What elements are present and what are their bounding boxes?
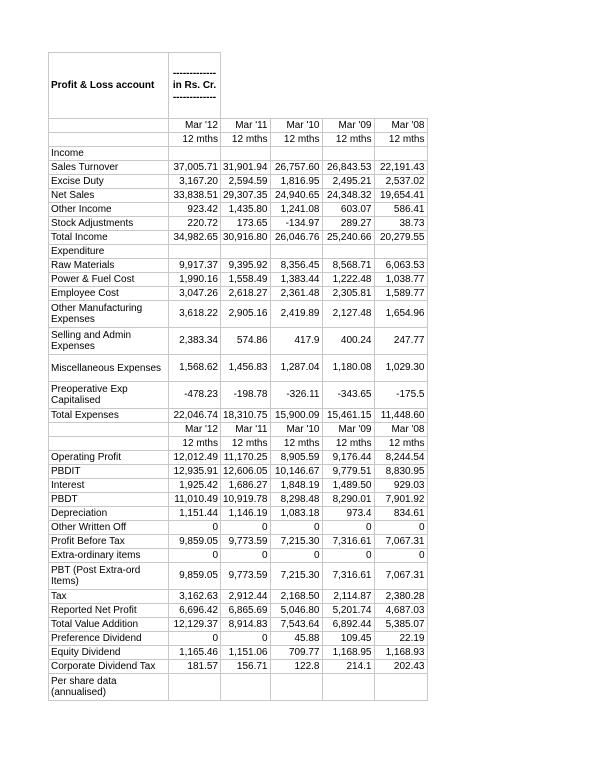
row-label: Excise Duty [49,175,169,189]
unit-label: ------------- in Rs. Cr. ------------- [169,53,221,119]
table-row [49,604,428,618]
row-label: Tax [49,590,169,604]
value-cell: 2,537.02 [374,175,427,189]
value-cell: -343.65 [322,382,374,409]
value-cell: 0 [221,549,271,563]
value-cell: 2,361.48 [270,287,322,301]
table-row [49,521,428,535]
value-cell: 417.9 [270,328,322,355]
value-cell [169,674,221,701]
value-cell: 9,917.37 [169,259,221,273]
value-cell: 3,162.63 [169,590,221,604]
table-title: Profit & Loss account [49,53,169,119]
row-label: Income [49,147,169,161]
value-cell: -478.23 [169,382,221,409]
value-cell: 923.42 [169,203,221,217]
value-cell: 4,687.03 [374,604,427,618]
column-header: Mar '12 [169,119,221,133]
row-label: Selling and Admin Expenses [49,328,169,355]
row-label: Total Value Addition [49,618,169,632]
value-cell: 1,589.77 [374,287,427,301]
value-cell: 7,316.61 [322,563,374,590]
table-row [49,273,428,287]
value-cell: 2,383.34 [169,328,221,355]
row-label: Net Sales [49,189,169,203]
value-cell: 2,380.28 [374,590,427,604]
column-header: Mar '10 [270,423,322,437]
table-row [49,409,428,423]
column-header: 12 mths [221,437,271,451]
value-cell: 3,167.20 [169,175,221,189]
value-cell: 2,495.21 [322,175,374,189]
value-cell: 34,982.65 [169,231,221,245]
table-row [49,493,428,507]
value-cell [270,245,322,259]
row-label: Other Income [49,203,169,217]
row-label: Expenditure [49,245,169,259]
value-cell: -175.5 [374,382,427,409]
value-cell: 12,012.49 [169,451,221,465]
value-cell: 8,568.71 [322,259,374,273]
value-cell: 1,489.50 [322,479,374,493]
value-cell: 122.8 [270,660,322,674]
value-cell: 109.45 [322,632,374,646]
row-label: Profit Before Tax [49,535,169,549]
value-cell: 45.88 [270,632,322,646]
value-cell: 26,843.53 [322,161,374,175]
value-cell [322,245,374,259]
value-cell: 25,240.66 [322,231,374,245]
value-cell: 1,990.16 [169,273,221,287]
profit-loss-table [48,52,428,701]
value-cell: 0 [270,549,322,563]
value-cell: 30,916.80 [221,231,271,245]
value-cell: 1,029.30 [374,355,427,382]
title-row [49,53,428,119]
value-cell: 8,244.54 [374,451,427,465]
value-cell: 19,654.41 [374,189,427,203]
value-cell: 9,779.51 [322,465,374,479]
row-label: Other Manufacturing Expenses [49,301,169,328]
value-cell: 3,618.22 [169,301,221,328]
row-label: Total Income [49,231,169,245]
row-label: PBDT [49,493,169,507]
value-cell: 0 [322,549,374,563]
column-header: 12 mths [270,437,322,451]
value-cell: 289.27 [322,217,374,231]
value-cell: 1,222.48 [322,273,374,287]
value-cell: 31,901.94 [221,161,271,175]
value-cell: 9,395.92 [221,259,271,273]
value-cell: 29,307.35 [221,189,271,203]
value-cell: 574.86 [221,328,271,355]
value-cell: 0 [374,521,427,535]
value-cell: 8,356.45 [270,259,322,273]
table-row [49,660,428,674]
value-cell: 2,114.87 [322,590,374,604]
table-row [49,161,428,175]
value-cell: 1,686.27 [221,479,271,493]
value-cell: 1,654.96 [374,301,427,328]
value-cell: 9,176.44 [322,451,374,465]
header-row [49,423,428,437]
value-cell: 8,914.83 [221,618,271,632]
value-cell: 5,046.80 [270,604,322,618]
row-label: Preoperative Exp Capitalised [49,382,169,409]
value-cell: 929.03 [374,479,427,493]
row-label: Operating Profit [49,451,169,465]
table-row [49,507,428,521]
blank-cell [270,53,322,119]
value-cell: 24,348.32 [322,189,374,203]
value-cell: 2,594.59 [221,175,271,189]
value-cell: 8,298.48 [270,493,322,507]
row-label [49,423,169,437]
row-label [49,119,169,133]
value-cell: 709.77 [270,646,322,660]
value-cell: 9,859.05 [169,563,221,590]
value-cell: 0 [270,521,322,535]
value-cell [374,245,427,259]
value-cell: 156.71 [221,660,271,674]
value-cell: 22,191.43 [374,161,427,175]
column-header: 12 mths [270,133,322,147]
value-cell: 11,010.49 [169,493,221,507]
value-cell: 0 [169,632,221,646]
value-cell: 18,310.75 [221,409,271,423]
value-cell: 22,046.74 [169,409,221,423]
value-cell: 1,558.49 [221,273,271,287]
row-label: Other Written Off [49,521,169,535]
value-cell: 1,925.42 [169,479,221,493]
value-cell: 8,290.01 [322,493,374,507]
table-row [49,189,428,203]
value-cell: 586.41 [374,203,427,217]
value-cell: 20,279.55 [374,231,427,245]
value-cell: 1,568.62 [169,355,221,382]
table-row [49,465,428,479]
value-cell: 9,773.59 [221,535,271,549]
value-cell: 1,241.08 [270,203,322,217]
value-cell: 9,859.05 [169,535,221,549]
value-cell: 2,419.89 [270,301,322,328]
value-cell: 0 [374,549,427,563]
value-cell: 2,905.16 [221,301,271,328]
value-cell: 24,940.65 [270,189,322,203]
row-label: Miscellaneous Expenses [49,355,169,382]
row-label: Extra-ordinary items [49,549,169,563]
column-header: Mar '10 [270,119,322,133]
column-header: Mar '08 [374,423,427,437]
header-row [49,133,428,147]
table-row [49,535,428,549]
value-cell [270,674,322,701]
table-row [49,646,428,660]
row-label: Reported Net Profit [49,604,169,618]
value-cell: 0 [169,521,221,535]
value-cell: 2,305.81 [322,287,374,301]
row-label [49,437,169,451]
value-cell: 220.72 [169,217,221,231]
value-cell [374,674,427,701]
column-header: 12 mths [322,437,374,451]
value-cell: 3,047.26 [169,287,221,301]
row-label: PBT (Post Extra-ord Items) [49,563,169,590]
value-cell: 1,146.19 [221,507,271,521]
row-label: Corporate Dividend Tax [49,660,169,674]
value-cell: 1,848.19 [270,479,322,493]
value-cell: 0 [322,521,374,535]
blank-cell [221,53,271,119]
value-cell: 6,063.53 [374,259,427,273]
column-header: 12 mths [169,437,221,451]
value-cell: 0 [169,549,221,563]
value-cell: 26,757.60 [270,161,322,175]
value-cell: 2,168.50 [270,590,322,604]
value-cell: -326.11 [270,382,322,409]
table-row [49,217,428,231]
column-header: 12 mths [169,133,221,147]
table-row [49,301,428,328]
value-cell: 15,461.15 [322,409,374,423]
value-cell: 10,146.67 [270,465,322,479]
column-header: Mar '09 [322,423,374,437]
table-row [49,563,428,590]
value-cell: 202.43 [374,660,427,674]
table-row [49,328,428,355]
table-row [49,287,428,301]
value-cell: 1,287.04 [270,355,322,382]
table-row [49,549,428,563]
value-cell: 7,067.31 [374,563,427,590]
blank-cell [374,53,427,119]
row-label: PBDIT [49,465,169,479]
table-row [49,674,428,701]
value-cell: 214.1 [322,660,374,674]
value-cell [322,674,374,701]
column-header: Mar '12 [169,423,221,437]
column-header: Mar '11 [221,119,271,133]
value-cell: 6,892.44 [322,618,374,632]
value-cell: 1,383.44 [270,273,322,287]
value-cell: 0 [221,632,271,646]
value-cell: 7,215.30 [270,563,322,590]
value-cell: 7,316.61 [322,535,374,549]
column-header: Mar '09 [322,119,374,133]
value-cell: 1,151.06 [221,646,271,660]
value-cell: 1,038.77 [374,273,427,287]
value-cell: 400.24 [322,328,374,355]
value-cell [169,245,221,259]
value-cell [169,147,221,161]
value-cell: 7,067.31 [374,535,427,549]
row-label: Per share data (annualised) [49,674,169,701]
row-label: Depreciation [49,507,169,521]
value-cell: 1,456.83 [221,355,271,382]
value-cell: 1,435.80 [221,203,271,217]
value-cell [322,147,374,161]
column-header: Mar '11 [221,423,271,437]
value-cell: 5,385.07 [374,618,427,632]
row-label: Equity Dividend [49,646,169,660]
table-row [49,632,428,646]
value-cell: 181.57 [169,660,221,674]
value-cell [221,674,271,701]
table-row [49,590,428,604]
row-label: Power & Fuel Cost [49,273,169,287]
column-header: 12 mths [322,133,374,147]
value-cell: 38.73 [374,217,427,231]
table-row [49,231,428,245]
value-cell [221,245,271,259]
value-cell: 33,838.51 [169,189,221,203]
table-row [49,618,428,632]
value-cell: 12,129.37 [169,618,221,632]
column-header: Mar '08 [374,119,427,133]
value-cell: 2,618.27 [221,287,271,301]
value-cell: 973.4 [322,507,374,521]
header-row [49,437,428,451]
row-label: Preference Dividend [49,632,169,646]
value-cell: 834.61 [374,507,427,521]
value-cell: 7,901.92 [374,493,427,507]
value-cell [221,147,271,161]
value-cell: 8,905.59 [270,451,322,465]
value-cell: 5,201.74 [322,604,374,618]
value-cell: 1,083.18 [270,507,322,521]
value-cell: -198.78 [221,382,271,409]
table-row [49,451,428,465]
value-cell: 22.19 [374,632,427,646]
value-cell: 173.65 [221,217,271,231]
value-cell: 12,606.05 [221,465,271,479]
value-cell: 247.77 [374,328,427,355]
section-row [49,245,428,259]
row-label: Stock Adjustments [49,217,169,231]
value-cell: 1,151.44 [169,507,221,521]
header-row [49,119,428,133]
table-row [49,355,428,382]
value-cell: 26,046.76 [270,231,322,245]
table-row [49,382,428,409]
value-cell: 9,773.59 [221,563,271,590]
value-cell: 6,865.69 [221,604,271,618]
table-row [49,203,428,217]
row-label: Interest [49,479,169,493]
section-row [49,147,428,161]
value-cell: 15,900.09 [270,409,322,423]
value-cell: 7,215.30 [270,535,322,549]
value-cell: 11,170.25 [221,451,271,465]
value-cell: 2,127.48 [322,301,374,328]
column-header: 12 mths [374,133,427,147]
row-label: Sales Turnover [49,161,169,175]
value-cell: 8,830.95 [374,465,427,479]
column-header: 12 mths [221,133,271,147]
column-header: 12 mths [374,437,427,451]
value-cell: 2,912.44 [221,590,271,604]
value-cell: 1,165.46 [169,646,221,660]
value-cell: 1,168.95 [322,646,374,660]
value-cell: 11,448.60 [374,409,427,423]
value-cell: -134.97 [270,217,322,231]
table-row [49,479,428,493]
value-cell: 1,180.08 [322,355,374,382]
value-cell [270,147,322,161]
value-cell: 603.07 [322,203,374,217]
row-label: Total Expenses [49,409,169,423]
value-cell: 10,919.78 [221,493,271,507]
value-cell: 7,543.64 [270,618,322,632]
value-cell: 1,816.95 [270,175,322,189]
value-cell: 0 [221,521,271,535]
value-cell: 1,168.93 [374,646,427,660]
blank-cell [322,53,374,119]
row-label: Raw Materials [49,259,169,273]
value-cell: 6,696.42 [169,604,221,618]
table-row [49,175,428,189]
row-label: Employee Cost [49,287,169,301]
value-cell: 37,005.71 [169,161,221,175]
value-cell [374,147,427,161]
value-cell: 12,935.91 [169,465,221,479]
table-row [49,259,428,273]
row-label [49,133,169,147]
